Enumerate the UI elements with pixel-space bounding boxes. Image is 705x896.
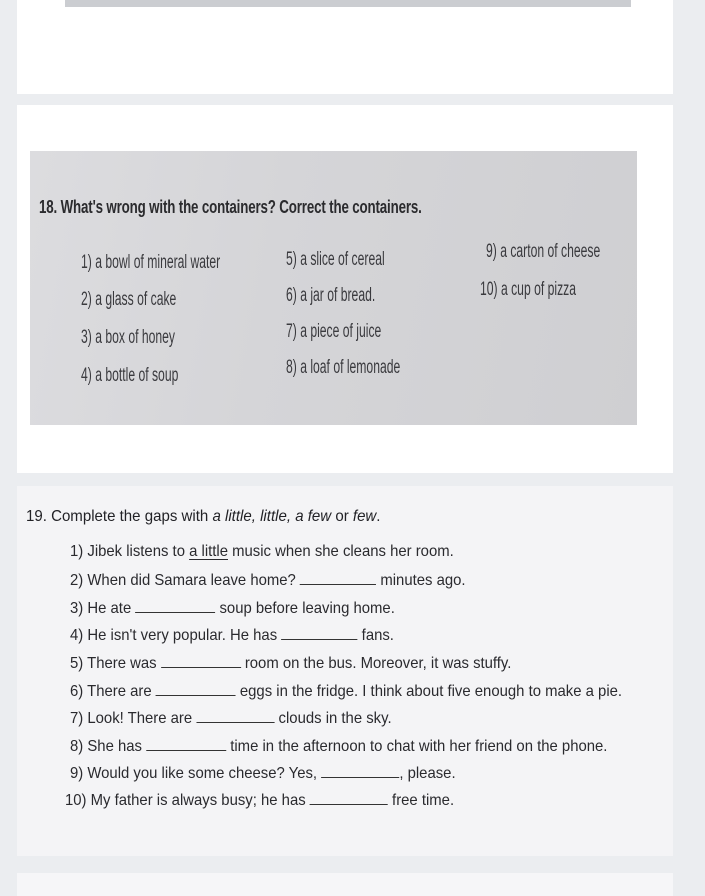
item-text-before: Would you like some cheese? Yes, xyxy=(87,765,322,782)
answer-blank xyxy=(281,625,357,640)
list-item xyxy=(70,543,454,561)
exercise-18-card xyxy=(17,105,673,473)
list-item xyxy=(70,598,395,618)
ex18-item: 3) a box of honey xyxy=(81,327,175,348)
item-text-after: minutes ago. xyxy=(376,572,466,589)
item-number: 10) xyxy=(65,792,87,809)
item-text-after: soup before leaving home. xyxy=(215,600,395,617)
item-text-before: There was xyxy=(87,655,161,672)
item-text-before: There are xyxy=(87,683,156,700)
previous-post-card xyxy=(17,0,673,94)
list-item xyxy=(70,625,394,645)
answer-blank xyxy=(321,763,399,778)
title-last: few xyxy=(352,508,377,525)
item-text-after: room on the bus. Moreover, it was stuffy. xyxy=(240,655,512,672)
list-item xyxy=(70,763,456,783)
list-item xyxy=(70,681,622,701)
item-text-after: free time. xyxy=(387,792,455,809)
ex18-item: 2) a glass of cake xyxy=(81,289,177,310)
list-item xyxy=(70,570,466,590)
list-item xyxy=(70,708,392,728)
answer-blank xyxy=(156,681,236,696)
exercise-18-title: 18. What's wrong with the containers? Correct the containers. xyxy=(39,197,422,217)
list-item xyxy=(70,736,607,756)
item-number: 7) xyxy=(70,710,84,727)
list-item xyxy=(70,653,511,673)
exercise-18-photo xyxy=(30,151,637,425)
ex18-item: 9) a carton of cheese xyxy=(486,241,601,262)
answer-blank xyxy=(135,598,215,613)
item-text-after: time in the afternoon to chat with her friend on the phone. xyxy=(226,738,608,755)
ex18-item: 4) a bottle of soup xyxy=(81,365,179,386)
title-end: . xyxy=(376,508,381,525)
exercise-19-title xyxy=(26,508,380,526)
ex18-item: 6) a jar of bread. xyxy=(286,285,376,306)
answer-blank xyxy=(161,653,241,668)
item-text-before: He isn't very popular. He has xyxy=(87,627,282,644)
item-number: 4) xyxy=(70,627,84,644)
item-text-after: fans. xyxy=(357,627,394,644)
item-text-before: When did Samara leave home? xyxy=(87,572,300,589)
title-options: a little, little, a few xyxy=(212,508,332,525)
item-text-after: music when she cleans her room. xyxy=(227,543,454,560)
ex18-item: 8) a loaf of lemonade xyxy=(286,357,401,378)
title-or: or xyxy=(331,508,353,525)
answer-blank xyxy=(300,570,376,585)
ex18-item: 5) a slice of cereal xyxy=(286,249,385,270)
previous-image-edge xyxy=(65,0,631,7)
item-number: 8) xyxy=(70,738,84,755)
item-text-before: She has xyxy=(87,738,147,755)
ex18-item: 7) a piece of juice xyxy=(286,321,382,342)
item-number: 6) xyxy=(70,683,84,700)
item-text-after: clouds in the sky. xyxy=(274,710,392,727)
item-text-after: eggs in the fridge. I think about five enough to make a pie. xyxy=(235,683,623,700)
list-item xyxy=(65,790,454,810)
item-text-before: My father is always busy; he has xyxy=(90,792,310,809)
item-text-after: , please. xyxy=(399,765,456,782)
exercise-19-card xyxy=(17,486,673,856)
item-number: 3) xyxy=(70,600,84,617)
item-text-before: He ate xyxy=(87,600,136,617)
item-text-before: Jibek listens to xyxy=(87,543,190,560)
ex18-item: 1) a bowl of mineral water xyxy=(81,252,221,273)
answer-blank xyxy=(196,708,274,723)
answer-blank xyxy=(146,736,226,751)
title-start: 19. Complete the gaps with xyxy=(26,508,213,525)
item-text-before: Look! There are xyxy=(87,710,197,727)
ex18-item: 10) a cup of pizza xyxy=(480,279,576,300)
item-number: 5) xyxy=(70,655,84,672)
next-post-card xyxy=(17,873,673,896)
item-number: 9) xyxy=(70,765,84,782)
item-answer: a little xyxy=(189,543,228,560)
item-number: 2) xyxy=(70,572,84,589)
item-number: 1) xyxy=(70,543,84,560)
answer-blank xyxy=(310,790,388,805)
